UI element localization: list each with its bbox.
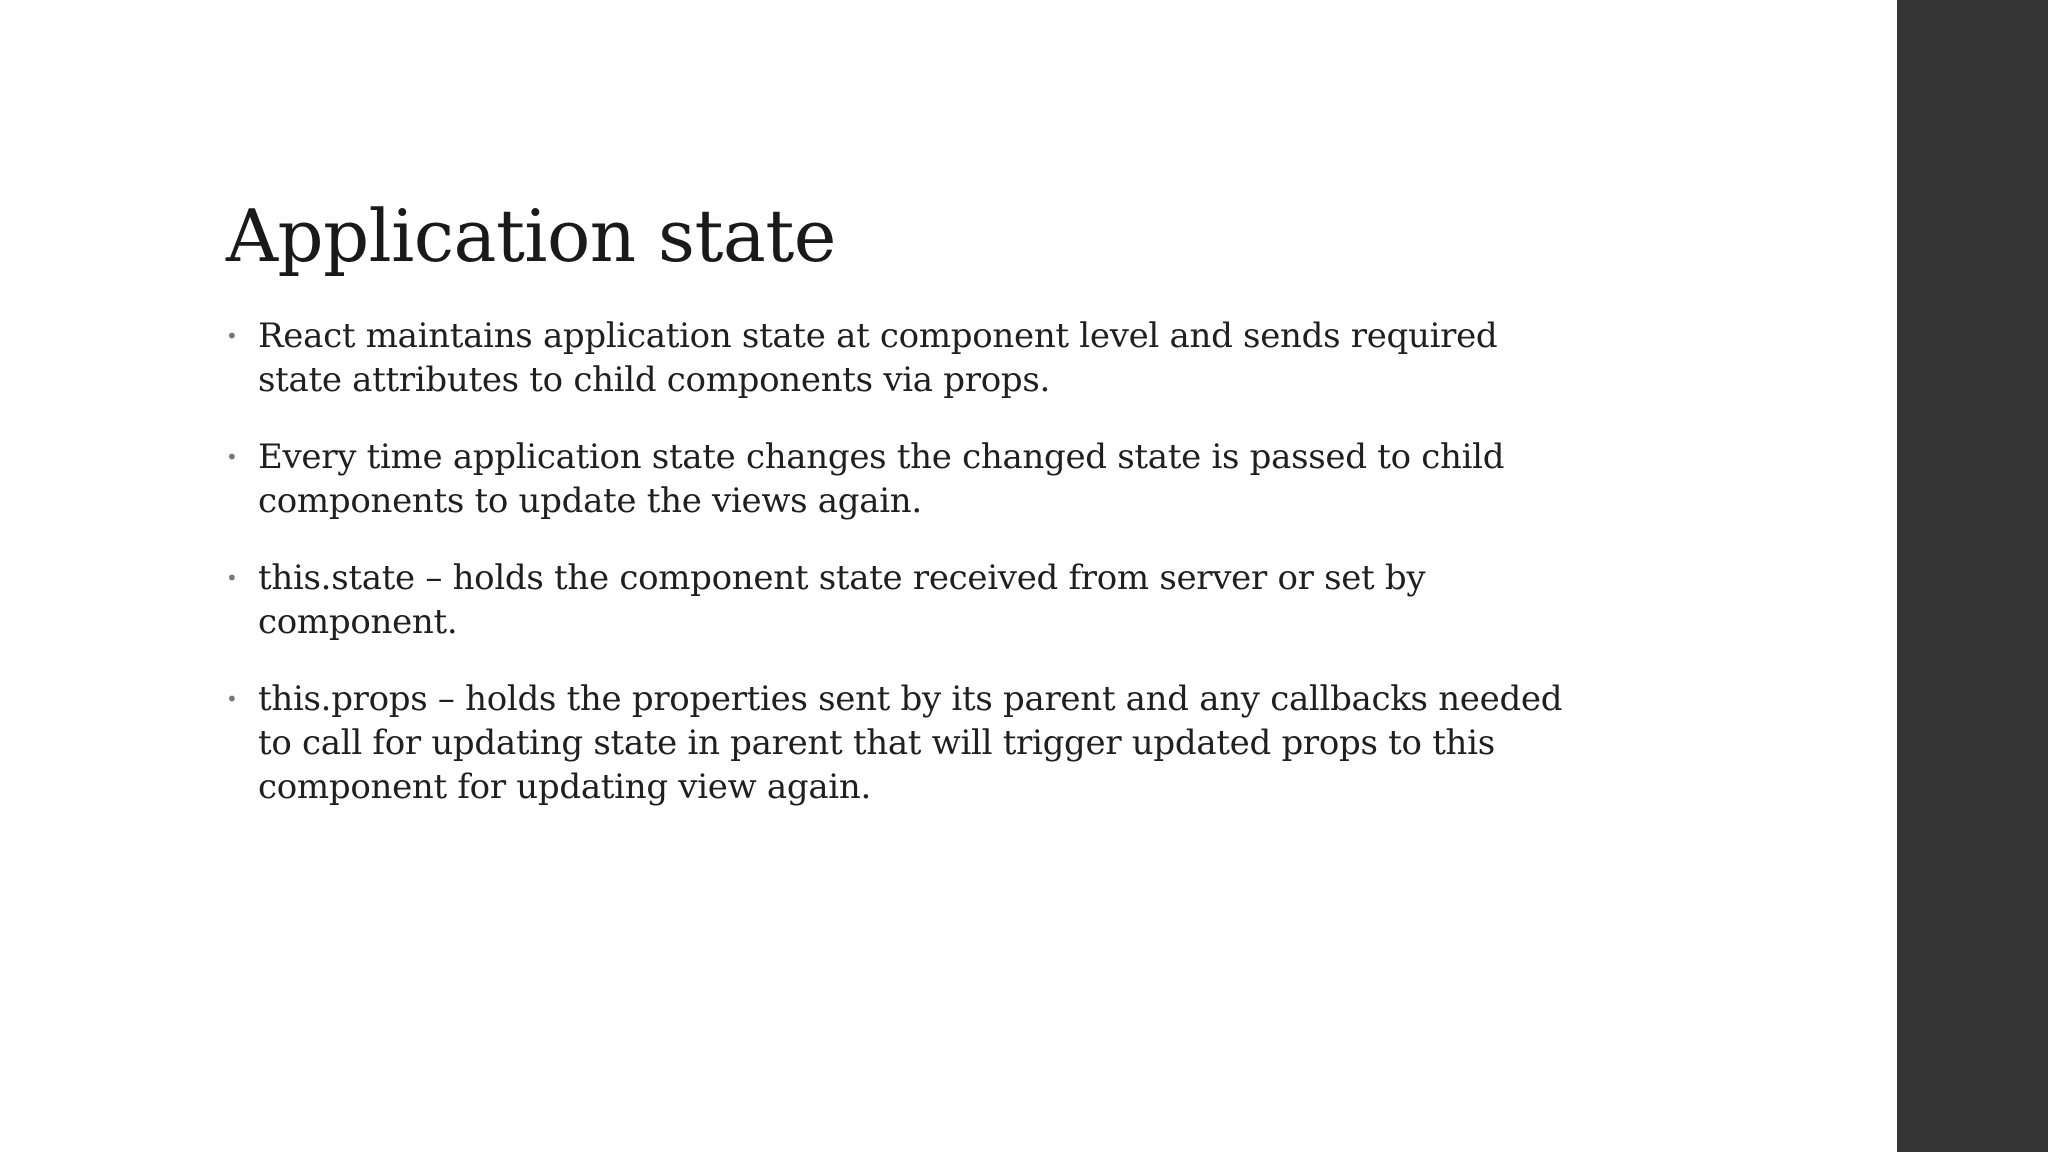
bullet-line: components to update the views again.: [258, 481, 922, 521]
bullet-line: state attributes to child components via props.: [258, 360, 1050, 400]
bullet-line: component.: [258, 602, 458, 642]
bullet-item: [226, 556, 1676, 644]
bullet-dot-icon: •: [226, 324, 238, 348]
bullet-list: [226, 314, 1676, 842]
bullet-line: this.state – holds the component state received from server or set by: [258, 558, 1426, 598]
bullet-line: to call for updating state in parent that will trigger updated props to this: [258, 723, 1495, 763]
slide-title: Application state: [226, 194, 836, 278]
bullet-item: [226, 435, 1676, 523]
bullet-dot-icon: •: [226, 687, 238, 711]
bullet-dot-icon: •: [226, 566, 238, 590]
bullet-line: component for updating view again.: [258, 767, 871, 807]
bullet-item: [226, 677, 1676, 809]
bullet-line: React maintains application state at component level and sends required: [258, 316, 1498, 356]
bullet-line: this.props – holds the properties sent by its parent and any callbacks needed: [258, 679, 1563, 719]
bullet-item: [226, 314, 1676, 402]
bullet-line: Every time application state changes the changed state is passed to child: [258, 437, 1505, 477]
bullet-dot-icon: •: [226, 445, 238, 469]
side-accent-bar: [1897, 0, 2048, 1152]
